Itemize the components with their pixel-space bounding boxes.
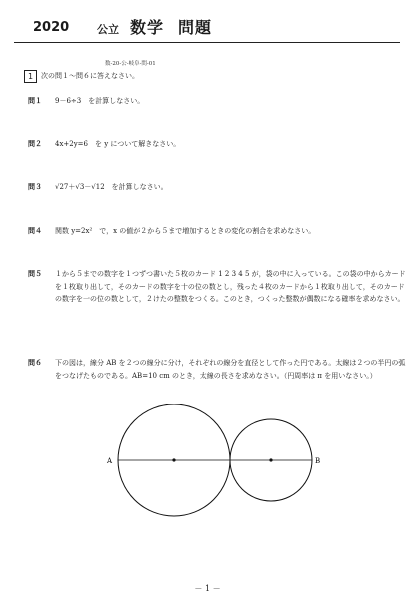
question-label: 問１ <box>28 97 42 105</box>
section-instruction: 次の問１～問６に答えなさい。 <box>41 72 139 80</box>
small-circle-center <box>269 458 272 461</box>
question-4 <box>28 225 315 238</box>
title-subject: 数学 <box>130 18 165 37</box>
point-a-label: A <box>107 457 113 465</box>
title-problems: 問題 <box>178 18 213 37</box>
question-text: √27＋√3－√12 を計算しなさい。 <box>55 183 168 191</box>
section-number-box: 1 <box>24 70 37 83</box>
page-number: － 1 － <box>194 584 221 593</box>
question-label: 問４ <box>28 227 42 235</box>
question-text: １から５までの数字を１つずつ書いた５枚のカード 1 2 3 4 5 が，袋の中に入っている。この袋の中からカードを１枚取り出して，そのカードの数字を十の位の数とし，残った４枚のカードから１枚取り出して，そのカードの数字を一の位の数として，２けたの整数をつくる。このとき，つくった整数が偶数になる確率を求めなさい。 <box>55 270 406 303</box>
question-3 <box>28 181 168 194</box>
question-5 <box>28 268 406 306</box>
point-b-label: B <box>315 457 321 465</box>
question-2 <box>28 138 180 151</box>
question-text: 4x+2y=6 を y について解きなさい。 <box>55 140 181 148</box>
page-title <box>130 15 212 38</box>
large-circle-center <box>172 458 175 461</box>
question-text: 関数 y=2x² で，x の値が２から５まで増加するときの変化の割合を求めなさい。 <box>55 227 316 235</box>
question-text: 9－6÷3 を計算しなさい。 <box>55 97 145 105</box>
question-label: 問６ <box>28 359 42 367</box>
question-label: 問５ <box>28 270 42 278</box>
question-text: 下の図は，線分 AB を２つの線分に分け，それぞれの線分を直径として作った円である。太線は２つの半円の弧をつなげたものである。AB=10 cm のとき，太線の長さを求めなさい。（円周率は π を用いなさい。） <box>55 359 406 380</box>
question-label: 問３ <box>28 183 42 191</box>
year-label: 2020 <box>33 20 70 35</box>
exam-kind-label: 公立 <box>97 23 119 36</box>
question-6 <box>28 357 406 382</box>
question-label: 問２ <box>28 140 42 148</box>
header-rule <box>14 42 400 43</box>
circles-figure <box>105 404 335 519</box>
source-code: 数-20-公-岐阜-問-01 <box>105 61 156 67</box>
question-1 <box>28 95 144 108</box>
